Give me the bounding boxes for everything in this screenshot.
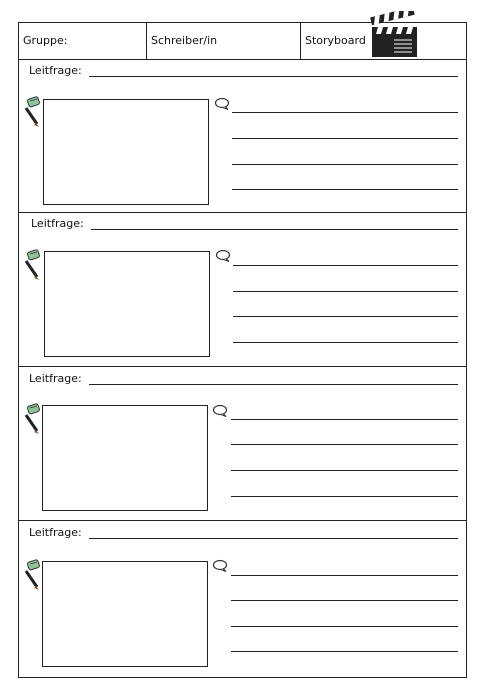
pencil-with-eraser-icon — [23, 559, 41, 591]
writer-label: Schreiber/in — [151, 34, 218, 47]
writing-line[interactable] — [231, 651, 458, 652]
storyboard-title: Storyboard — [305, 34, 366, 47]
sketch-frame[interactable] — [44, 251, 210, 357]
guiding-question-line[interactable] — [91, 229, 458, 230]
guiding-question-label: Leitfrage: — [29, 64, 82, 77]
speech-bubble-icon — [214, 97, 230, 111]
writing-line[interactable] — [233, 291, 458, 292]
sketch-frame[interactable] — [43, 99, 209, 205]
writing-line[interactable] — [231, 600, 458, 601]
writing-line[interactable] — [233, 265, 458, 266]
storyboard-panel — [19, 60, 466, 212]
header-row — [19, 23, 466, 60]
pencil-with-eraser-icon — [23, 249, 41, 281]
pencil-with-eraser-icon — [23, 403, 41, 435]
group-field[interactable] — [19, 23, 147, 59]
writing-line[interactable] — [231, 626, 458, 627]
writing-line[interactable] — [233, 342, 458, 343]
writer-field[interactable] — [147, 23, 301, 59]
speech-bubble-icon — [212, 559, 228, 573]
writing-line[interactable] — [231, 496, 458, 497]
guiding-question-line[interactable] — [89, 76, 458, 77]
storyboard-sheet — [18, 22, 467, 678]
group-label: Gruppe: — [23, 34, 68, 47]
sketch-frame[interactable] — [42, 405, 208, 511]
storyboard-panel — [19, 366, 466, 520]
writing-line[interactable] — [232, 189, 458, 190]
writing-line[interactable] — [231, 575, 458, 576]
writing-line[interactable] — [232, 164, 458, 165]
pencil-with-eraser-icon — [23, 96, 41, 128]
storyboard-panel — [19, 212, 466, 366]
guiding-question-line[interactable] — [89, 384, 458, 385]
guiding-question-label: Leitfrage: — [29, 526, 82, 539]
writing-line[interactable] — [232, 138, 458, 139]
guiding-question-label: Leitfrage: — [29, 372, 82, 385]
guiding-question-line[interactable] — [89, 538, 458, 539]
writing-line[interactable] — [232, 112, 458, 113]
guiding-question-label: Leitfrage: — [31, 217, 84, 230]
writing-line[interactable] — [231, 444, 458, 445]
writing-line[interactable] — [231, 470, 458, 471]
sketch-frame[interactable] — [42, 561, 208, 667]
clapperboard-icon — [369, 11, 421, 59]
writing-line[interactable] — [231, 419, 458, 420]
speech-bubble-icon — [212, 404, 228, 418]
writing-line[interactable] — [233, 316, 458, 317]
storyboard-panel — [19, 520, 466, 678]
speech-bubble-icon — [215, 249, 231, 263]
